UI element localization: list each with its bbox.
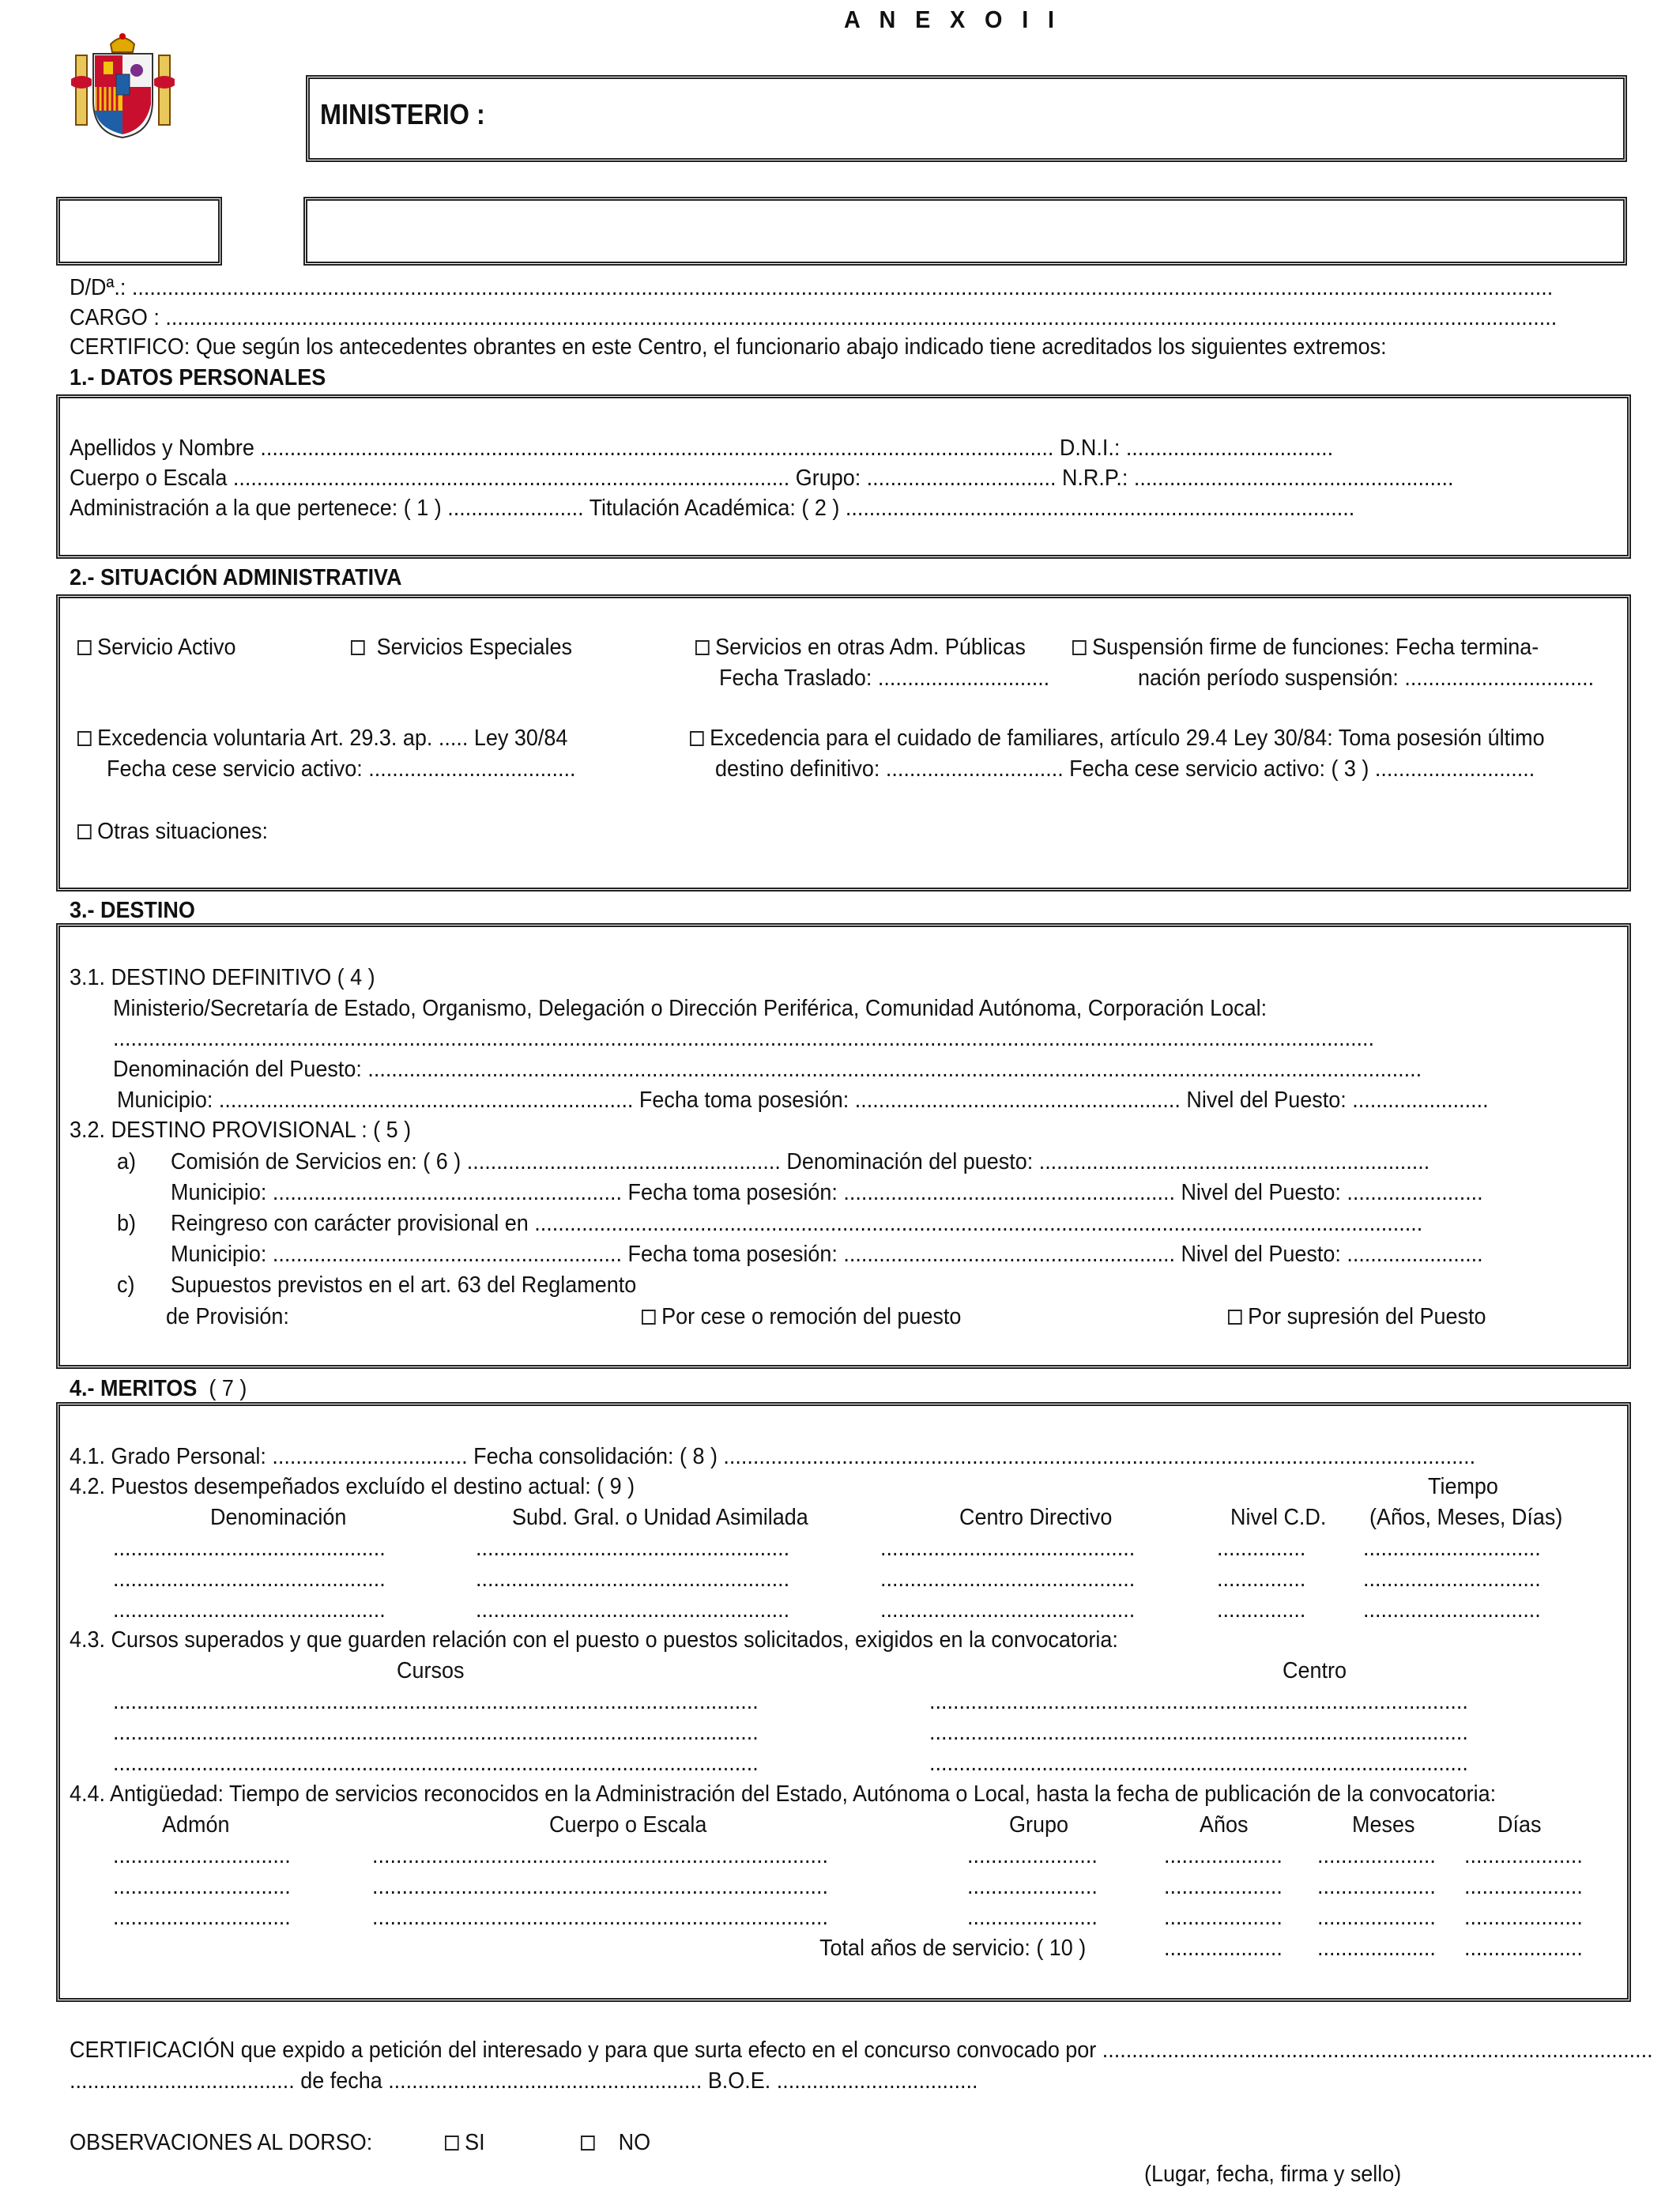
fecha-cese-field[interactable]: Fecha cese servicio activo: ................................... — [107, 756, 576, 782]
fecha-traslado-field[interactable]: Fecha Traslado: ............................. — [719, 665, 1050, 691]
comision-municipio-row[interactable]: Municipio: ........................................................... Fecha toma posesión: ........................................................ Nivel del Puesto: ....................... — [171, 1180, 1483, 1205]
checkbox-icon[interactable] — [642, 1310, 656, 1325]
col-anos: Años — [1200, 1812, 1249, 1838]
destino-provisional-heading: 3.2. DESTINO PROVISIONAL : ( 5 ) — [70, 1118, 412, 1143]
antig-row-2-dias[interactable]: .................... — [1464, 1874, 1583, 1899]
si-label: SI — [465, 2130, 485, 2155]
antig-row-3-cuerpo[interactable]: ............................................................................. — [372, 1905, 828, 1930]
antig-row-2-admon[interactable]: .............................. — [113, 1874, 291, 1899]
unit-box[interactable] — [303, 197, 1627, 266]
certifico-text: CERTIFICO: Que según los antecedentes obrantes en este Centro, el funcionario abajo indicado tiene acreditados los siguientes extremos: — [70, 334, 1387, 360]
checkbox-icon[interactable] — [77, 824, 92, 839]
puesto-row-1-subdireccion[interactable]: ..................................................... — [476, 1536, 790, 1561]
grado-personal-row[interactable]: 4.1. Grado Personal: ................................. Fecha consolidación: ( 8 ) ............................................................................................................................... — [70, 1444, 1476, 1469]
puesto-row-1-centro[interactable]: ........................................... — [880, 1536, 1136, 1561]
no-label: NO — [618, 2130, 651, 2155]
item-b-letter: b) — [117, 1211, 136, 1236]
antig-row-1-admon[interactable]: .............................. — [113, 1843, 291, 1868]
certificacion-fecha-boe[interactable]: ...................................... de fecha ..................................................... B.O.E. .................................. — [70, 2068, 978, 2094]
observaciones-label: OBSERVACIONES AL DORSO: — [70, 2130, 373, 2155]
organismo-field[interactable]: ..................................................................................................................................................................................................................... — [113, 1026, 1375, 1051]
checkbox-icon[interactable] — [1072, 640, 1087, 655]
cuerpo-field[interactable]: Cuerpo o Escala .............................................................................................. Grupo: ................................ N.R.P.: ...................................................... — [70, 466, 1454, 491]
antig-row-2-cuerpo[interactable]: ............................................................................. — [372, 1874, 828, 1899]
otras-situaciones-label: Otras situaciones: — [97, 819, 268, 844]
checkbox-icon[interactable] — [581, 2136, 595, 2151]
puesto-row-1-tiempo[interactable]: .............................. — [1363, 1536, 1541, 1561]
antiguedad-heading: 4.4. Antigüedad: Tiempo de servicios reconocidos en la Administración del Estado, Autónoma o Local, hasta la fecha de publicación de la convocatoria: — [70, 1781, 1497, 1807]
antig-row-3-dias[interactable]: .................... — [1464, 1905, 1583, 1930]
section-3-heading: 3.- DESTINO — [70, 898, 195, 923]
signature-caption: (Lugar, fecha, firma y sello) — [1144, 2162, 1402, 2187]
supresion-option[interactable] — [1228, 1303, 1486, 1330]
supuestos-label: Supuestos previstos en el art. 63 del Reglamento — [171, 1272, 637, 1298]
ministerio-label: MINISTERIO : — [320, 98, 485, 130]
excedencia-familiares-label: Excedencia para el cuidado de familiares, artículo 29.4 Ley 30/84: Toma posesión último — [710, 726, 1545, 751]
col-dias: Días — [1497, 1812, 1542, 1838]
col-meses: Meses — [1352, 1812, 1415, 1838]
curso-row-2-curso[interactable]: ............................................................................................................. — [113, 1720, 759, 1745]
checkbox-icon[interactable] — [1228, 1310, 1242, 1325]
reingreso-row[interactable]: Reingreso con carácter provisional en ...................................................................................................................................................... — [171, 1211, 1423, 1236]
puesto-row-3-tiempo[interactable]: .............................. — [1363, 1597, 1541, 1623]
section-1-heading: 1.- DATOS PERSONALES — [70, 365, 326, 390]
otras-adm-label: Servicios en otras Adm. Públicas — [715, 635, 1026, 660]
checkbox-icon[interactable] — [445, 2136, 459, 2151]
servicios-especiales-label: Servicios Especiales — [376, 635, 572, 660]
section-2-heading: 2.- SITUACIÓN ADMINISTRATIVA — [70, 565, 402, 590]
checkbox-icon[interactable] — [690, 731, 704, 746]
supresion-label: Por supresión del Puesto — [1248, 1304, 1486, 1329]
col-denominacion: Denominación — [210, 1505, 347, 1530]
servicio-activo-option[interactable] — [77, 634, 235, 661]
certificacion-text[interactable]: CERTIFICACIÓN que expido a petición del interesado y para que surta efecto en el concurso convocado por ............................................................................................. — [70, 2038, 1653, 2063]
puesto-row-2-tiempo[interactable]: .............................. — [1363, 1566, 1541, 1592]
puesto-row-3-centro[interactable]: ........................................... — [880, 1597, 1136, 1623]
cese-remocion-option[interactable] — [642, 1303, 961, 1330]
antig-row-3-admon[interactable]: .............................. — [113, 1905, 291, 1930]
curso-row-2-centro[interactable]: ........................................................................................... — [929, 1720, 1468, 1745]
antig-row-3-anos[interactable]: .................... — [1164, 1905, 1283, 1930]
puestos-heading: 4.2. Puestos desempeñados excluído el destino actual: ( 9 ) — [70, 1474, 635, 1499]
puesto-row-2-denominacion[interactable]: .............................................. — [113, 1566, 386, 1592]
excedencia-voluntaria-option[interactable] — [77, 725, 567, 752]
suspension-option[interactable] — [1072, 634, 1539, 661]
curso-row-3-centro[interactable]: ........................................................................................... — [929, 1751, 1468, 1776]
puesto-row-2-centro[interactable]: ........................................... — [880, 1566, 1136, 1592]
cese-remocion-label: Por cese o remoción del puesto — [661, 1304, 962, 1329]
dd-line: D/Dª.: ................................................................................................................................................................................................................................................ — [70, 275, 1554, 300]
denominacion-puesto-field[interactable]: Denominación del Puesto: .................................................................................................................................................................................. — [113, 1057, 1422, 1082]
antig-row-2-anos[interactable]: .................... — [1164, 1874, 1283, 1899]
cargo-line: CARGO : ........................................................................................................................................................................................................................................... — [70, 305, 1558, 330]
observaciones-no-option[interactable] — [581, 2129, 650, 2156]
coat-of-arms-icon — [70, 28, 176, 141]
observaciones-si-option[interactable] — [445, 2129, 485, 2156]
puesto-row-3-subdireccion[interactable]: ..................................................... — [476, 1597, 790, 1623]
antig-row-2-meses[interactable]: .................... — [1317, 1874, 1436, 1899]
total-anos-label: Total años de servicio: ( 10 ) — [819, 1936, 1087, 1961]
item-c-letter: c) — [117, 1272, 135, 1298]
curso-row-1-centro[interactable]: ........................................................................................... — [929, 1689, 1468, 1714]
otras-adm-option[interactable] — [695, 634, 1026, 661]
antig-row-1-dias[interactable]: .................... — [1464, 1843, 1583, 1868]
ministerio-box[interactable] — [306, 75, 1627, 162]
total-dias-field[interactable]: .................... — [1464, 1936, 1583, 1961]
provision-label: de Provisión: — [166, 1304, 289, 1329]
destino-definitivo-municipio-row[interactable]: Municipio: ...................................................................... Fecha toma posesión: ....................................................... Nivel del Puesto: ....................... — [117, 1088, 1489, 1113]
checkbox-icon[interactable] — [351, 640, 365, 655]
curso-row-3-curso[interactable]: ............................................................................................................. — [113, 1751, 759, 1776]
section-4-title: 4.- MERITOS — [70, 1376, 198, 1401]
total-meses-field[interactable]: .................... — [1317, 1936, 1436, 1961]
excedencia-voluntaria-label: Excedencia voluntaria Art. 29.3. ap. ..... Ley 30/84 — [97, 726, 568, 751]
col-centro-directivo: Centro Directivo — [959, 1505, 1113, 1530]
servicios-especiales-option[interactable] — [351, 634, 572, 661]
col-admon: Admón — [162, 1812, 230, 1838]
total-anos-field[interactable]: .................... — [1164, 1936, 1283, 1961]
destino-definitivo-heading: 3.1. DESTINO DEFINITIVO ( 4 ) — [70, 965, 375, 990]
puesto-row-2-nivel[interactable]: ............... — [1217, 1566, 1306, 1592]
organismo-label: Ministerio/Secretaría de Estado, Organismo, Delegación o Dirección Periférica, Comunidad Autónoma, Corporación Local: — [113, 996, 1268, 1021]
puesto-row-1-denominacion[interactable]: .............................................. — [113, 1536, 386, 1561]
antig-row-2-grupo[interactable]: ...................... — [967, 1874, 1098, 1899]
curso-row-1-curso[interactable]: ............................................................................................................. — [113, 1689, 759, 1714]
section-4-note: ( 7 ) — [209, 1376, 247, 1401]
servicio-activo-label: Servicio Activo — [97, 635, 236, 660]
antig-row-1-meses[interactable]: .................... — [1317, 1843, 1436, 1868]
suspension-fecha-field[interactable]: nación período suspensión: ................................ — [1138, 665, 1595, 691]
checkbox-icon[interactable] — [695, 640, 710, 655]
section-4-heading — [70, 1375, 247, 1402]
puesto-row-1-nivel[interactable]: ............... — [1217, 1536, 1306, 1561]
checkbox-icon[interactable] — [77, 640, 92, 655]
col-tiempo: (Años, Meses, Días) — [1369, 1505, 1563, 1530]
antig-row-3-meses[interactable]: .................... — [1317, 1905, 1436, 1930]
checkbox-icon[interactable] — [77, 731, 92, 746]
tiempo-label: Tiempo — [1428, 1474, 1498, 1499]
antig-row-3-grupo[interactable]: ...................... — [967, 1905, 1098, 1930]
otras-situaciones-option[interactable] — [77, 818, 268, 845]
col-centro: Centro — [1283, 1658, 1347, 1683]
reingreso-municipio-row[interactable]: Municipio: ........................................................... Fecha toma posesión: ........................................................ Nivel del Puesto: ....................... — [171, 1242, 1483, 1267]
cursos-heading: 4.3. Cursos superados y que guarden relación con el puesto o puestos solicitados, exigidos en la convocatoria: — [70, 1627, 1118, 1653]
code-box[interactable] — [56, 197, 222, 266]
puesto-row-3-nivel[interactable]: ............... — [1217, 1597, 1306, 1623]
antig-row-1-anos[interactable]: .................... — [1164, 1843, 1283, 1868]
page-title: A N E X O I I — [844, 6, 1061, 33]
col-cursos: Cursos — [397, 1658, 465, 1683]
puesto-row-2-subdireccion[interactable]: ..................................................... — [476, 1566, 790, 1592]
excedencia-familiares-option[interactable] — [690, 725, 1545, 752]
col-grupo: Grupo — [1009, 1812, 1068, 1838]
item-a-letter: a) — [117, 1149, 136, 1174]
col-subdireccion: Subd. Gral. o Unidad Asimilada — [512, 1505, 808, 1530]
comision-servicios-row[interactable]: Comisión de Servicios en: ( 6 ) ..................................................... Denominación del puesto: .................................................................. — [171, 1149, 1430, 1174]
antig-row-1-cuerpo[interactable]: ............................................................................. — [372, 1843, 828, 1868]
administracion-field[interactable]: Administración a la que pertenece: ( 1 ) ....................... Titulación Académica: ( 2 ) ...................................................................................... — [70, 496, 1355, 521]
col-nivel-cd: Nivel C.D. — [1230, 1505, 1327, 1530]
puesto-row-3-denominacion[interactable]: .............................................. — [113, 1597, 386, 1623]
apellidos-field[interactable]: Apellidos y Nombre ...................................................................................................................................... D.N.I.: ................................... — [70, 435, 1334, 461]
col-cuerpo-escala: Cuerpo o Escala — [549, 1812, 707, 1838]
suspension-label: Suspensión firme de funciones: Fecha termina- — [1092, 635, 1539, 660]
antig-row-1-grupo[interactable]: ...................... — [967, 1843, 1098, 1868]
destino-definitivo-field[interactable]: destino definitivo: .............................. Fecha cese servicio activo: ( 3 ) ........................... — [715, 756, 1535, 782]
